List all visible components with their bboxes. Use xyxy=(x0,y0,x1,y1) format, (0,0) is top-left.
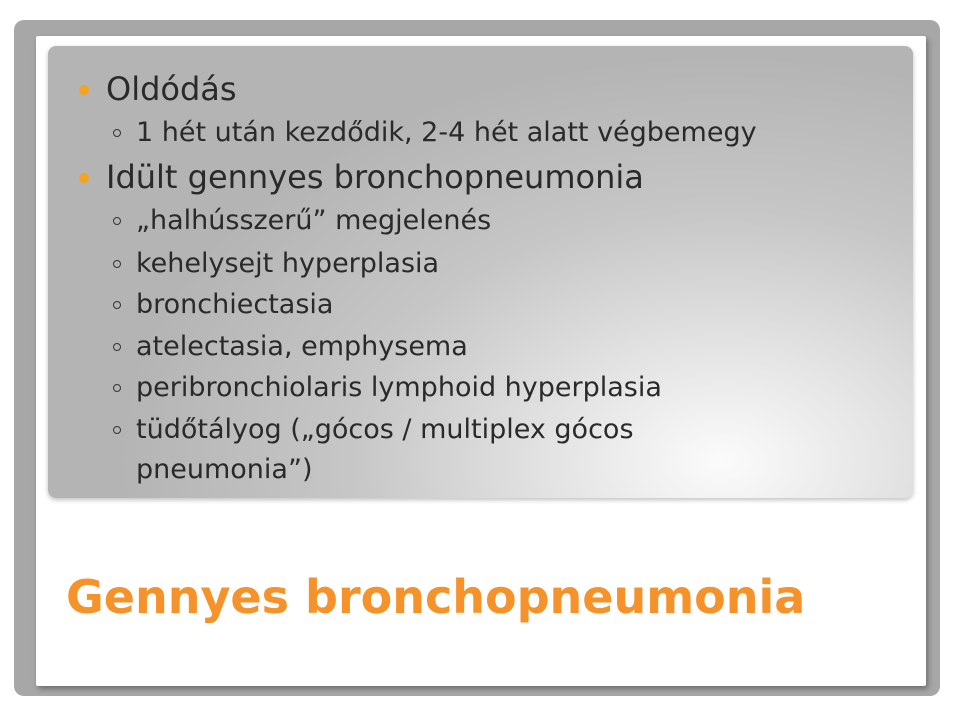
bullet-item-level1 xyxy=(106,160,644,195)
bullet-text: Idült gennyes bronchopneumonia xyxy=(106,158,644,196)
ring-bullet-icon xyxy=(113,343,121,351)
orange-dot-bullet-icon xyxy=(79,85,89,95)
bullet-item-level2 xyxy=(136,415,634,445)
ring-bullet-icon xyxy=(113,301,121,309)
bullet-item-level1 xyxy=(106,72,237,107)
bullet-item-level2 xyxy=(136,249,439,279)
bullet-item-continuation xyxy=(136,455,312,485)
ring-bullet-icon xyxy=(113,426,121,434)
bullet-item-level2 xyxy=(136,290,333,320)
ring-bullet-icon xyxy=(113,384,121,392)
bullet-text: tüdőtályog („gócos / multiplex gócos xyxy=(136,414,634,445)
bullet-text: bronchiectasia xyxy=(136,289,334,320)
bullet-text: 1 hét után kezdődik, 2-4 hét alatt végbemegy xyxy=(136,117,757,148)
bullet-text: Oldódás xyxy=(106,70,237,108)
bullet-text: kehelysejt hyperplasia xyxy=(136,248,440,279)
bullet-item-level2 xyxy=(136,332,468,362)
bullet-item-level2 xyxy=(136,373,662,403)
bullet-text: pneumonia”) xyxy=(136,454,313,485)
bullet-text: „halhússzerű” megjelenés xyxy=(136,205,492,236)
bullet-item-level2 xyxy=(136,206,491,236)
slide-title: Gennyes bronchopneumonia xyxy=(66,570,806,624)
ring-bullet-icon xyxy=(113,260,121,268)
ring-bullet-icon xyxy=(113,217,121,225)
orange-dot-bullet-icon xyxy=(79,173,89,183)
bullet-text: peribronchiolaris lymphoid hyperplasia xyxy=(136,372,662,403)
bullet-item-level2 xyxy=(136,118,757,148)
ring-bullet-icon xyxy=(113,129,121,137)
bullet-text: atelectasia, emphysema xyxy=(136,331,468,362)
